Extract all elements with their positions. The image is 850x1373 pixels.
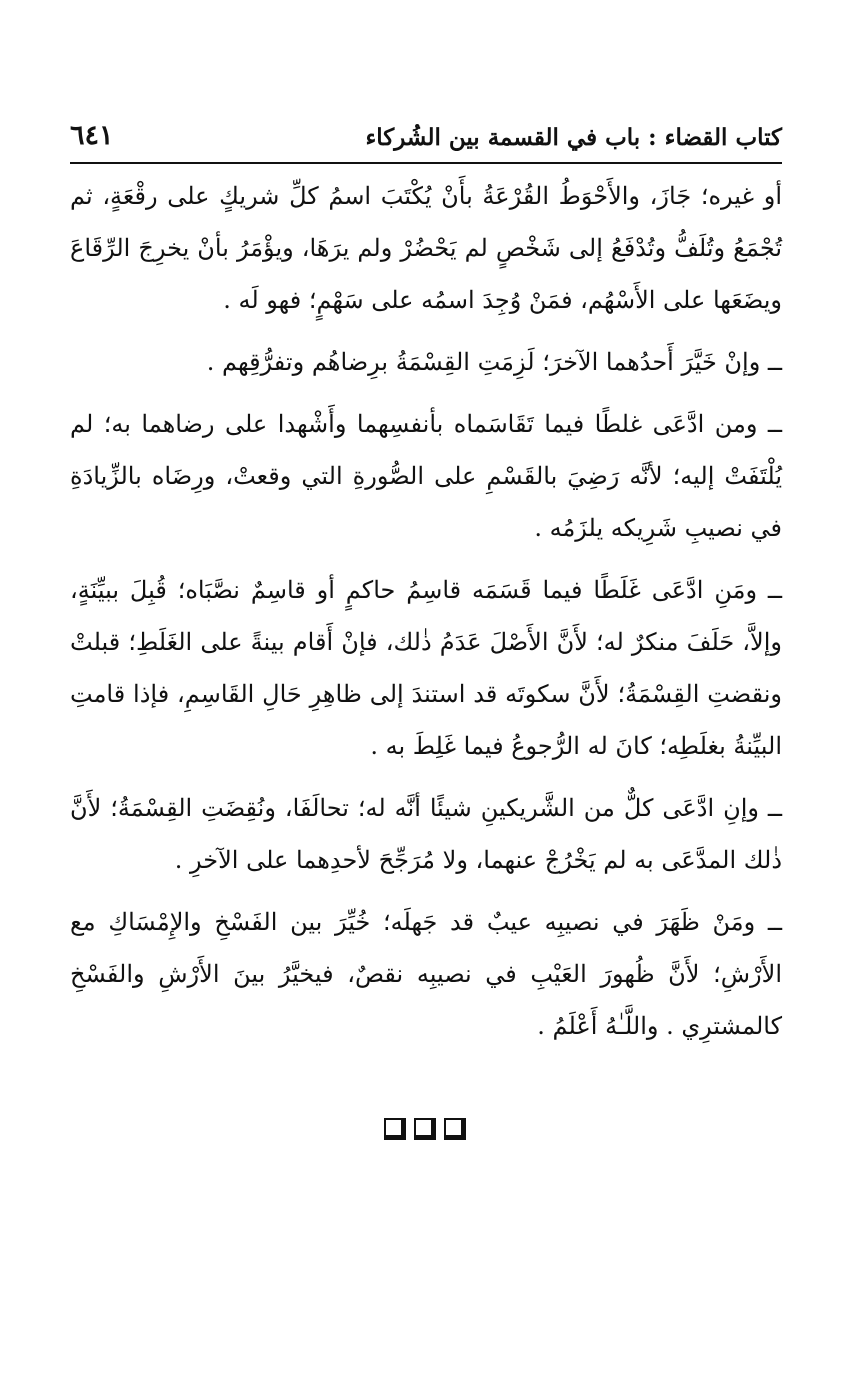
- paragraph-2: ــ وإنْ خَيَّرَ أَحدُهما الآخرَ؛ لَزِمَتِ القِسْمَةُ برِضاهُم وتفرُّقِهم .: [206, 348, 782, 376]
- body-text: [70, 170, 782, 1052]
- paragraph-1: أو غيره؛ جَازَ، والأَحْوَطُ القُرْعَةُ بأَنْ يُكْتَبَ اسمُ كلِّ شريكٍ على رقْعَةٍ، ثم تُجْمَعُ وتُلَفُّ وتُدْفَعُ إلى شَخْصٍ لم يَحْضُرْ ولم يرَهَا، ويؤْمَرُ بأنْ يخرِجَ الرِّقَاعَ ويضَعَها على الأَسْهُم، فمَنْ وُجِدَ اسمُه على سَهْمٍ؛ فهو لَه .: [70, 182, 782, 314]
- paragraph-3: ــ ومن ادَّعَى غلطًا فيما تَقَاسَماه بأنفسِهما وأَشْهدا على رضاهما به؛ لم يُلْتَفَتْ إليه؛ لأنَّه رَضِيَ بالقَسْمِ على الصُّورةِ التي وقعتْ، ورِضَاه بالزِّيادَةِ في نصيبِ شَرِيكه يلزَمُه .: [70, 410, 782, 542]
- paragraph-5: ــ وإنِ ادَّعَى كلٌّ من الشَّريكينِ شيئًا أنَّه له؛ تحالَفَا، ونُقِضَتِ القِسْمَةُ؛ لأَنَّ ذٰلك المدَّعَى به لم يَخْرُجْ عنهما، ولا مُرَجِّحَ لأحدِهما على الآخرِ .: [70, 794, 782, 874]
- paragraph-6: ــ ومَنْ ظَهَرَ في نصيبِه عيبٌ قد جَهلَه؛ خُيِّرَ بين الفَسْخِ والإِمْسَاكِ مع الأَرْشِ؛ لأَنَّ ظُهورَ العَيْبِ في نصيبِه نقصٌ، فيخيَّرُ بينَ الأَرْشِ والفَسْخِ كالمشترِي . واللَّـٰهُ أَعْلَمُ .: [70, 908, 782, 1040]
- chapter-title: كتاب القضاء : باب في القسمة بين الشُركاء: [365, 124, 782, 151]
- page-number: ٦٤١: [70, 120, 114, 151]
- square-box-icon: [444, 1118, 466, 1140]
- square-box-icon: [414, 1118, 436, 1140]
- book-page: [70, 118, 782, 1062]
- paragraph-4: ــ ومَنِ ادَّعَى غَلَطًا فيما قَسَمَه قاسِمُ حاكمٍ أو قاسِمٌ نصَّبَاه؛ قُبِلَ ببيِّنَةٍ، وإلاَّ، حَلَفَ منكرٌ له؛ لأَنَّ الأَصْلَ عَدَمُ ذٰلك، فإنْ أَقام بينةً على الغَلَطِ؛ قبلتْ ونقضتِ القِسْمَةُ؛ لأَنَّ سكوتَه قد استندَ إلى ظاهِرِ حَالِ القَاسِمِ، فإذا قامتِ البيِّنةُ بغلَطِه؛ كانَ له الرُّجوعُ فيما غَلِطَ به .: [70, 576, 782, 760]
- running-header: [70, 118, 782, 164]
- section-end-ornament: [0, 1118, 850, 1140]
- square-box-icon: [384, 1118, 406, 1140]
